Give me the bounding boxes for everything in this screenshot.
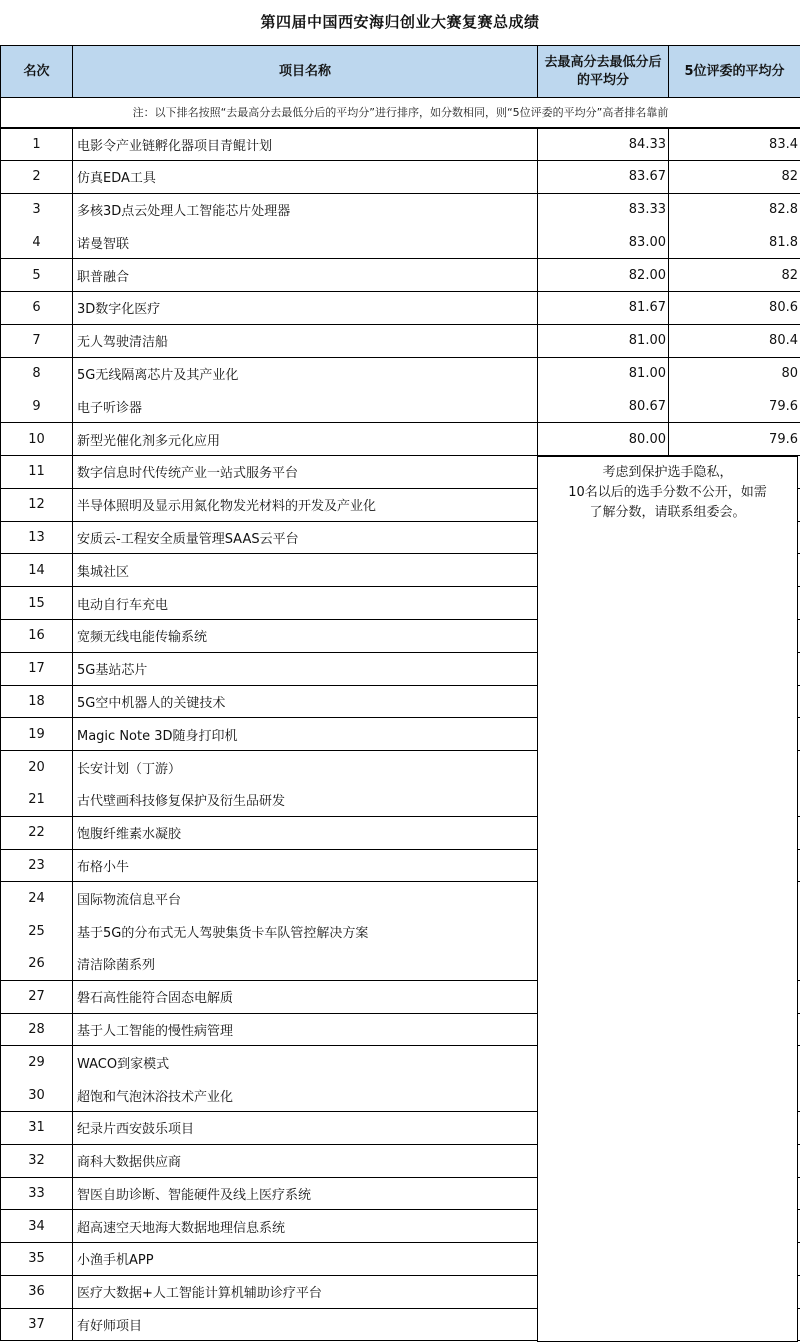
rank-cell: 10 <box>1 423 73 456</box>
score-trimmed-cell: 83.67 <box>538 160 669 193</box>
table-row <box>1 324 800 357</box>
score-trimmed-cell: 81.67 <box>538 291 669 324</box>
project-name-cell: 纪录片西安鼓乐项目 <box>73 1111 538 1144</box>
rank-cell: 25 <box>1 915 73 948</box>
rank-cell: 20 <box>1 751 73 784</box>
score-five-cell: 80 <box>669 357 800 390</box>
score-five-cell: 80.4 <box>669 324 800 357</box>
project-name-cell: 电动自行车充电 <box>73 587 538 620</box>
header-row <box>1 46 800 98</box>
table-row <box>1 291 800 324</box>
project-name-cell: 商科大数据供应商 <box>73 1144 538 1177</box>
project-name-cell: 仿真EDA工具 <box>73 160 538 193</box>
rank-cell: 19 <box>1 718 73 751</box>
rank-cell: 21 <box>1 783 73 816</box>
project-name-cell: Magic Note 3D随身打印机 <box>73 718 538 751</box>
project-name-cell: 新型光催化剂多元化应用 <box>73 423 538 456</box>
project-name-cell: 清洁除菌系列 <box>73 947 538 980</box>
table-row <box>1 226 800 259</box>
project-name-cell: 电子听诊器 <box>73 390 538 423</box>
rank-cell: 12 <box>1 488 73 521</box>
score-trimmed-cell: 82.00 <box>538 259 669 292</box>
header-avg-five: 5位评委的平均分 <box>669 46 800 98</box>
score-five-cell: 79.6 <box>669 390 800 423</box>
project-name-cell: 电影令产业链孵化器项目青鲲计划 <box>73 128 538 161</box>
project-name-cell: 多核3D点云处理人工智能芯片处理器 <box>73 193 538 226</box>
rank-cell: 30 <box>1 1079 73 1112</box>
rank-cell: 2 <box>1 160 73 193</box>
project-name-cell: 智医自助诊断、智能硬件及线上医疗系统 <box>73 1177 538 1210</box>
project-name-cell: 超高速空天地海大数据地理信息系统 <box>73 1210 538 1243</box>
project-name-cell: 饱腹纤维素水凝胶 <box>73 816 538 849</box>
score-trimmed-cell: 81.00 <box>538 324 669 357</box>
score-trimmed-cell: 83.33 <box>538 193 669 226</box>
project-name-cell: 医疗大数据+人工智能计算机辅助诊疗平台 <box>73 1275 538 1308</box>
score-trimmed-cell: 80.67 <box>538 390 669 423</box>
project-name-cell: 数字信息时代传统产业一站式服务平台 <box>73 455 538 488</box>
sheet-title: 第四届中国西安海归创业大赛复赛总成绩 <box>260 13 540 31</box>
rank-cell: 36 <box>1 1275 73 1308</box>
score-five-cell: 82 <box>669 259 800 292</box>
table-row <box>1 259 800 292</box>
score-trimmed-cell: 84.33 <box>538 128 669 161</box>
score-trimmed-cell: 80.00 <box>538 423 669 456</box>
privacy-line-2: 10名以后的选手分数不公开，如需 <box>568 485 767 500</box>
score-five-cell: 80.6 <box>669 291 800 324</box>
score-five-cell: 81.8 <box>669 226 800 259</box>
score-five-cell: 82 <box>669 160 800 193</box>
rank-cell: 8 <box>1 357 73 390</box>
project-name-cell: 半导体照明及显示用氮化物发光材料的开发及产业化 <box>73 488 538 521</box>
rank-cell: 16 <box>1 619 73 652</box>
project-name-cell: 超饱和气泡沐浴技术产业化 <box>73 1079 538 1112</box>
table-row <box>1 357 800 390</box>
project-name-cell: 宽频无线电能传输系统 <box>73 619 538 652</box>
project-name-cell: 基于人工智能的慢性病管理 <box>73 1013 538 1046</box>
rank-cell: 7 <box>1 324 73 357</box>
rank-cell: 15 <box>1 587 73 620</box>
rank-cell: 14 <box>1 554 73 587</box>
rank-cell: 27 <box>1 980 73 1013</box>
score-trimmed-cell: 81.00 <box>538 357 669 390</box>
table-row <box>1 193 800 226</box>
rank-cell: 32 <box>1 1144 73 1177</box>
rank-cell: 11 <box>1 455 73 488</box>
rank-cell: 28 <box>1 1013 73 1046</box>
rank-cell: 6 <box>1 291 73 324</box>
table-row <box>1 128 800 161</box>
project-name-cell: 磐石高性能符合固态电解质 <box>73 980 538 1013</box>
rank-cell: 22 <box>1 816 73 849</box>
rank-cell: 26 <box>1 947 73 980</box>
project-name-cell: 安质云-工程安全质量管理SAAS云平台 <box>73 521 538 554</box>
project-name-cell: 国际物流信息平台 <box>73 882 538 915</box>
project-name-cell: 有好师项目 <box>73 1308 538 1341</box>
privacy-line-1: 考虑到保护选手隐私， <box>602 465 733 480</box>
rank-cell: 3 <box>1 193 73 226</box>
project-name-cell: 小渔手机APP <box>73 1243 538 1276</box>
table-row <box>1 390 800 423</box>
score-five-cell: 83.4 <box>669 128 800 161</box>
score-trimmed-cell: 83.00 <box>538 226 669 259</box>
rank-cell: 33 <box>1 1177 73 1210</box>
header-name: 项目名称 <box>73 46 538 98</box>
rank-cell: 37 <box>1 1308 73 1341</box>
project-name-cell: 无人驾驶清洁船 <box>73 324 538 357</box>
table-row <box>1 160 800 193</box>
rank-cell: 34 <box>1 1210 73 1243</box>
rank-cell: 17 <box>1 652 73 685</box>
project-name-cell: 布格小牛 <box>73 849 538 882</box>
score-five-cell: 79.6 <box>669 423 800 456</box>
project-name-cell: 集城社区 <box>73 554 538 587</box>
rank-cell: 31 <box>1 1111 73 1144</box>
project-name-cell: 5G基站芯片 <box>73 652 538 685</box>
project-name-cell: 基于5G的分布式无人驾驶集货卡车队管控解决方案 <box>73 915 538 948</box>
rank-cell: 35 <box>1 1243 73 1276</box>
ranking-note: 注：以下排名按照“去最高分去最低分后的平均分”进行排序，如分数相同，则“5位评委的平均分”高者排名靠前 <box>1 98 800 128</box>
rank-cell: 24 <box>1 882 73 915</box>
privacy-note <box>537 456 798 1342</box>
rank-cell: 1 <box>1 128 73 161</box>
table-row <box>1 423 800 456</box>
project-name-cell: 诺曼智联 <box>73 226 538 259</box>
project-name-cell: 长安计划（丁游） <box>73 751 538 784</box>
rank-cell: 13 <box>1 521 73 554</box>
project-name-cell: 3D数字化医疗 <box>73 291 538 324</box>
rank-cell: 29 <box>1 1046 73 1079</box>
rank-cell: 5 <box>1 259 73 292</box>
rank-cell: 4 <box>1 226 73 259</box>
rank-cell: 9 <box>1 390 73 423</box>
privacy-line-3: 了解分数，请联系组委会。 <box>589 505 746 520</box>
note-row <box>1 98 800 128</box>
score-five-cell: 82.8 <box>669 193 800 226</box>
header-rank: 名次 <box>1 46 73 98</box>
project-name-cell: 职普融合 <box>73 259 538 292</box>
rank-cell: 18 <box>1 685 73 718</box>
project-name-cell: 古代壁画科技修复保护及衍生品研发 <box>73 783 538 816</box>
project-name-cell: 5G空中机器人的关键技术 <box>73 685 538 718</box>
project-name-cell: WACO到家模式 <box>73 1046 538 1079</box>
header-avg-trimmed: 去最高分去最低分后的平均分 <box>538 46 669 98</box>
project-name-cell: 5G无线隔离芯片及其产业化 <box>73 357 538 390</box>
rank-cell: 23 <box>1 849 73 882</box>
